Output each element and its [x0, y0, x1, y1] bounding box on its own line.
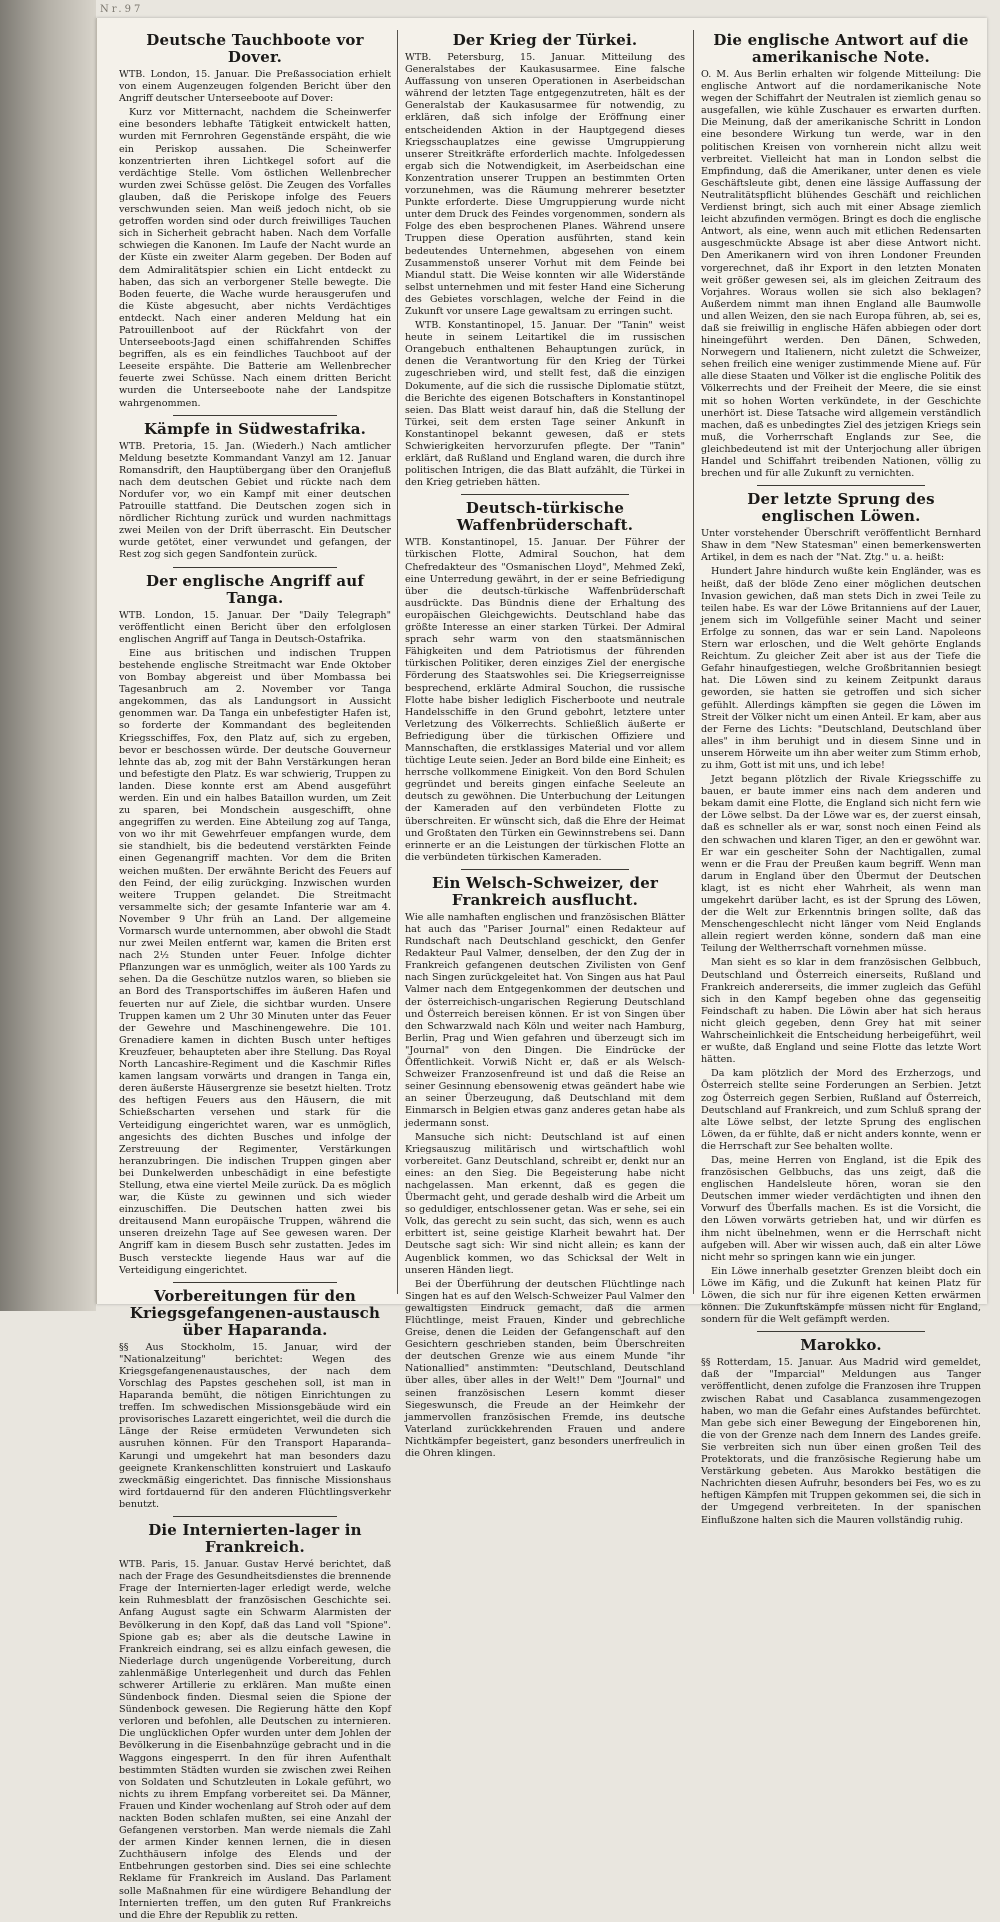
article-paragraph: O. M. Aus Berlin erhalten wir folgende Mitteilung: Die englische Antwort auf die nordamerikanische Note wegen der Schiffahrt der Neutralen ist ziemlich genau so ausgefallen, wie kühle Zuschauer es erwarten durften. Die Meinung, daß der amerikanische Schritt in London eine besondere Wirkung tun werde, war in den politischen Kreisen von vornherein nicht allzu weit verbreitet. Vielleicht hat man in London selbst die Empfindung, daß die Amerikaner, unter denen es viele Geschäftsleute gibt, denen eine lässige Auffassung der Neutralitätspflicht blühendes Geschäft und reichlichen Verdienst bringt, sich auch mit einer Absage ziemlich leicht abzufinden vermögen. Bringt es doch die englische Antwort, als eine, wenn auch mit etlichen Redensarten ausgeschmückte Absage ist aber diese Antwort nicht. Den Amerikanern wird von ihren Londoner Freunden vorgerechnet, daß ihr Export in den letzten Monaten weit größer gewesen sei, als im gleichen Zeitraum des Vorjahres. Woraus wollen sie sich also beklagen? Außerdem nimmt man ihnen England alle Baumwolle und allen Weizen, den sie nach Europa führen, ab, sei es, daß sie freiwillig in englische Häfen abbiegen oder dort hineingeführt werden. Den Dänen, Schweden, Norwegern und Italienern, nicht zuletzt die Schweizer, sehen freilich eine weniger zustimmende Miene auf. Für alle diese Staaten und Völker ist die englische Politik des Völkerrechts und der Freiheit der Meere, die sie einst mit so hohen Worten verkündete, in der Geschichte unerhört ist. Diese Tatsache wird allgemein verständlich machen, daß es unbedingtes Ziel des jetzigen Kriegs sein muß, die Vorherrschaft Englands zur See, die gleichbedeutend ist mit der Unterjochung aller übrigen Handel und Schiffahrt treibenden Nationen, völlig zu brechen und für alle Zukunft zu vernichten.	[701, 69, 981, 480]
article-paragraph: Ein Löwe innerhalb gesetzter Grenzen bleibt doch ein Löwe im Käfig, und die Zukunft hat keinen Platz für Löwen, die sich nur für ihre eigenen Ketten erwärmen können. Die Zukunftskämpfe müssen nicht für England, sondern für die Welt gefämpft werden.	[701, 1265, 981, 1326]
article-separator	[173, 567, 336, 568]
article-paragraph: Kurz vor Mitternacht, nachdem die Scheinwerfer eine besonders lebhafte Tätigkeit entwickelt hatten, wurden mit Fernrohren Gegenstände erspäht, die wie ein Periskop aussahen. Die Scheinwerfer konzentrierten ihren Lichtkegel sofort auf die verdächtige Stelle. Vom östlichen Wellenbrecher wurden zwei Schüsse gelöst. Die Zeugen des Vorfalles glauben, daß die Periskope infolge des Feuers verschwunden seien. Man weiß jedoch nicht, ob sie getroffen worden sind oder durch freiwilliges Tauchen sich in Sicherheit gebracht haben. Nach dem Vorfalle schwiegen die Kanonen. Im Laufe der Nacht wurde an der Küste ein zweiter Alarm gegeben. Der Boden auf dem Admiralitätspier schien ein Licht entdeckt zu haben, das sich an verborgener Stelle bewegte. Die Boden feuerte, die Wache wurde herausgerufen und die Küste abgesucht, aber nichts Verdächtiges entdeckt. Nach einer anderen Meldung hat ein Patrouillenboot auf der Rückfahrt von der Unterseeboots-Jagd einen schiffahrenden Schiffes begriffen, als es ein feindliches Tauchboot auf der Leeseite erspähte. Die Batterie am Wellenbrecher feuerte zwei Schüsse. Nach einem dritten Bericht wurden die Unterseeboote nahe der Landspitze wahrgenommen.	[119, 107, 391, 409]
article-headline: Deutsche Tauchboote vor Dover.	[146, 31, 364, 66]
top-margin-mark: Nr.97	[100, 4, 144, 15]
article-paragraph: WTB. Pretoria, 15. Jan. (Wiederh.) Nach amtlicher Meldung besetzte Kommandant Vanzyl am 12. Januar Romansdrift, den Hauptübergang über den Oranjefluß nach dem deutschen Gebiet und rückte nach dem Nordufer vor, wo ein Kampf mit einer deutschen Patrouille stattfand. Die Deutschen zogen sich in nördlicher Richtung zurück und wurden nachmittags zwei Meilen von der Drift überrascht. Ein Deutscher wurde getötet, einer verwundet und gefangen, der Rest zog sich gegen Sandfontein zurück.	[119, 440, 391, 561]
newspaper-page	[96, 18, 987, 1921]
article-paragraph: §§ Aus Stockholm, 15. Januar, wird der "Nationalzeitung" berichtet: Wegen des Kriegsgefangenenaustausches, der nach dem Vorschlag des Papstes geschehen soll, ist man in Haparanda bemüht, die nötigen Einrichtungen zu treffen. Im schwedischen Missionsgebäude wird ein provisorisches Lazarett eingerichtet, weil die durch die Länge der Reise ermüdeten Verwundeten sich ausruhen können. Für den Transport Haparanda–Karungi und umgekehrt hat man besonders dazu geeignete Krankenschlitten konstruiert und Laskaufo zweckmäßig eingerichtet. Das finnische Missionshaus wird fortdauernd für den anderen Flüchtlingsverkehr benutzt.	[119, 1341, 391, 1510]
article-headline: Deutsch-türkische Waffenbrüderschaft.	[456, 499, 634, 535]
article-paragraph: WTB. Konstantinopel, 15. Januar. Der "Tanin" weist heute in seinem Leitartikel die im russischen Orangebuch enthaltenen Behauptungen zurück, in denen die Verantwortung für den Krieg der Türkei zugeschrieben wird, und stellt fest, daß die einzigen Dokumente, auf die sich die russische Diplomatie stützt, die Berichte des eigenen Botschafters in Konstantinopel seien. Das Blatt weist darauf hin, daß die Stellung der Türkei, seit dem ersten Tage seiner Ankunft in Konstantinopel bekannt gewesen, daß er stets Schwierigkeiten hervorzurufen pflegte. Der "Tanin" erklärt, daß Rußland und England waren, die durch ihre politischen Intrigen, die das Blatt aufzählt, die Türkei in den Krieg getrieben hätten.	[405, 320, 685, 489]
article-paragraph: WTB. Konstantinopel, 15. Januar. Der Führer der türkischen Flotte, Admiral Souchon, hat dem Chefredakteur des "Osmanischen Lloyd", Mehmed Zekî, eine Unterredung gewährt, in der er seine Befriedigung über die deutsch-türkische Waffenbrüderschaft ausdrückte. Das Bündnis diene der Erhaltung des europäischen Gleichgewichts. Deutschland habe das größte Interesse an einer starken Türkei. Der Admiral sprach sehr warm von den staatsmännischen Fähigkeiten und dem Patriotismus der führenden türkischen Politiker, deren einziges Ziel der energische Förderung des Staatswohles sei. Die Kriegserreignisse besprechend, erklärte Admiral Souchon, die russische Flotte habe bisher lediglich Fischerboote und neutrale Handelsschiffe in den Grund gebohrt, letztere unter Verletzung des Völkerrechts. Schließlich äußerte er Befriedigung über die türkischen Offiziere und Mannschaften, die erstklassiges Material und vor allem tüchtige Leute seien. Jeder an Bord bilde eine Einheit; es herrsche vollkommene Einigkeit. Von den Bord Schulen gegründet und bereits gingen einfache Seeleute an deutsch zu gewöhnen. Die Unterbuchung der Leitungen der Kameraden auf den verbündeten Flotte zu überschreiten. Er wünscht sich, daß die Ehre der Heimat und Großtaten den Türken ein Gewinnstrebens sei. Dann erinnerte er an die Leistungen der türkischen Flotte an die verbündeten türkischen Kameraden.	[405, 537, 685, 863]
column-rule	[397, 30, 398, 1294]
article-separator	[757, 485, 925, 486]
column-rule	[693, 30, 694, 1294]
article-separator	[173, 1516, 336, 1517]
article-paragraph: Wie alle namhaften englischen und französischen Blätter hat auch das "Pariser Journal" einen Redakteur auf Rundschaft nach Deutschland geschickt, den Genfer Redakteur Paul Valmer, denselben, der den Zug der in Frankreich gefangenen deutschen Zivilisten von Genf nach Singen zurückgeleitet hat. Von Singen aus hat Paul Valmer nach dem Entgegenkommen der deutschen und der österreichisch-ungarischen Regierung Deutschland und Österreich bereisen können. Er ist von Singen über den Schwarzwald nach Köln und weiter nach Hamburg, Berlin, Prag und Wien gefahren und überzeugt sich im "Journal" von den Dingen. Die Eindrücke der Öffentlichkeit. Vorwiß Nicht er, daß er als Welsch-Schweizer Franzosenfreund ist und daß die Reise an seiner Gesinnung ebensowenig etwas geändert habe wie an seiner Überzeugung, daß Deutschland mit dem Einmarsch in Belgien etwas ganz anderes getan habe als jedermann sonst.	[405, 911, 685, 1129]
article-separator	[461, 869, 629, 870]
article-paragraph: Da kam plötzlich der Mord des Erzherzogs, und Österreich stellte seine Forderungen an Serbien. Jetzt zog Österreich gegen Serbien, Rußland auf Österreich, Deutschland auf Frankreich, und zum Schluß sprang der alte Löwe selbst, der letzte Sprung des englischen Löwen, da er fühlte, daß er nicht anders konnte, wenn er die Herrschaft zur See behalten wollte.	[701, 1068, 981, 1152]
article-paragraph: Unter vorstehender Überschrift veröffentlicht Bernhard Shaw in dem "New Statesman" einen bemerkenswerten Artikel, in dem es nach der "Nat. Ztg." u. a. heißt:	[701, 528, 981, 564]
article-headline: Die englische Antwort auf die amerikanische Note.	[713, 31, 969, 66]
article-paragraph: WTB. London, 15. Januar. Die Preßassociation erhielt von einem Augenzeugen folgenden Bericht über den Angriff deutscher Unterseeboote auf Dover:	[119, 69, 391, 105]
article-headline: Der Krieg der Türkei.	[452, 31, 638, 49]
article-headline: Ein Welsch-Schweizer, der Frankreich ausflucht.	[431, 873, 659, 909]
article-paragraph: Das, meine Herren von England, ist die Epik des französischen Gelbbuchs, das uns zeigt, daß die englischen Handelsleute hören, woran sie den Deutschen immer wieder verdächtigten und ihnen den Vorwurf des Überfalls machen. Es ist die Vorsicht, die den Löwen vorwärts getrieben hat, und wir dürfen es ihm nicht übelnehmen, wenn er die Herrschaft nicht aufgeben will. Aber wir wissen auch, daß ein alter Löwe nicht mehr so springen kann wie ein junger.	[701, 1154, 981, 1263]
article-separator	[173, 1282, 336, 1283]
column-2	[405, 28, 685, 1460]
article-headline: Der letzte Sprung des englischen Löwen.	[747, 490, 935, 526]
article-separator	[461, 494, 629, 495]
article-separator	[173, 415, 336, 416]
book-binding	[0, 0, 96, 1311]
article-headline: Die Internierten-lager in Frankreich.	[148, 1521, 362, 1557]
article-paragraph: Bei der Überführung der deutschen Flüchtlinge nach Singen hat es auf den Welsch-Schweizer Paul Valmer den gewaltigsten Eindruck gemacht, daß die armen Flüchtlinge, meist Frauen, Kinder und gebrechliche Greise, denen die Leiden der Gefangenschaft auf den Gesichtern geschrieben standen, beim Überschreiten der deutschen Grenze wie aus einem Munde "ihr Nationallied" anstimmten: "Deutschland, Deutschland über alles, über alles in der Welt!" Dem "Journal" und seinen französischen Lesern kommt dieser Siegeswunsch, die Freude an der Heimkehr der jammervollen französischen Fremde, ins deutsche Vaterland zurückkehrenden Frauen und andere Nichtkämpfer begeistert, ganz besonders unerfreulich in die Ohren klingen.	[405, 1278, 685, 1460]
article-paragraph: Jetzt begann plötzlich der Rivale Kriegsschiffe zu bauen, er baute immer eins nach dem anderen und bekam damit eine Flotte, die England sich nicht fern wie der Löwe selbst. Da der Löwe war es, der zuerst einsah, daß es schneller als er war, sonst noch einen Feind als den schwachen und klaren Tiger, an den er gewöhnt war. Er war ein gescheiter Sohn der Nachtigallen, zumal wenn er die Frau der Preußen kaum begriff. Wenn man darum in England über den Übermut der Deutschen klagt, ist es nicht eher Wahrheit, als wenn man umgekehrt darüber lacht, es ist der Sprung des Löwen, der die Welt zur Erkenntnis bringen sollte, daß das Menschengeschlecht nicht länger vom Neid Englands allein regiert werden könne, sondern daß man eine Teilung der Weltherrschaft vornehmen müsse.	[701, 774, 981, 955]
article-headline: Kämpfe in Südwestafrika.	[143, 419, 367, 438]
column-3	[701, 28, 981, 1526]
column-1	[119, 28, 391, 1921]
article-paragraph: WTB. Petersburg, 15. Januar. Mitteilung des Generalstabes der Kaukasusarmee. Eine falsche Auffassung von unseren Operationen in Aserbeidschan während der letzten Tage entgegenzutreten, hält es der Generalstab der Kaukasusarmee für notwendig, zu erklären, daß sich infolge der Eröffnung einer entscheidenden Aktion in der Hauptgegend dieses Kriegsschauplatzes eine gewisse Umgruppierung unserer Streitkräfte erforderlich machte. Infolgedessen ergab sich die Notwendigkeit, im Aserbeidschan eine Konzentration unserer Truppen an bestimmten Orten vorzunehmen, was die Räumung mehrerer besetzter Punkte erforderte. Diese Umgruppierung wurde nicht unter dem Druck des Feindes vorgenommen, sondern als Folge des eben besprochenen Planes. Während unsere Truppen diese Operation ausführten, stand kein bedeutendes Unternehmen, abgesehen von einem Zusammenstoß unserer Vorhut mit dem Feinde bei Miandul statt. Die Weise konnten wir alle Widerstände selbst unternehmen und mit fester Hand eine Sicherung des Gebietes vorschlagen, welche der Feind in die Zukunft vor unsere Lage gewaltsam zu erringen sucht.	[405, 52, 685, 317]
article-paragraph: Hundert Jahre hindurch wußte kein Engländer, was es heißt, daß der blöde Zeno einer möglichen deutschen Invasion gewichen, daß man stets Dich in zwei Teile zu teilen habe. Es war der Löwe Britanniens auf der Lauer, jenem sich im Vollgefühle seiner Macht und seiner Erfolge zu sonnen, das war er sein Land. Napoleons Stern war erloschen, und die Welt gehörte Englands Reichtum. Zu gleicher Zeit aber ist aus der Tiefe die Gefahr hinaufgestiegen, welche Großbritannien besiegt hat. Die Löwen sind zu keinem Zeitpunkt daraus geworden, sie hatten sie getroffen und sich sicher gefühlt. Allerdings kämpften sie gegen die Löwen im Streit der Völker nicht um einen Anteil. Er kam, aber aus der Ferne des Lichts: "Deutschland, Deutschland über alles" in ihm beruhigt und in diesem Sinne und in unserem Hörweite um ihn aber weiter zum Stimm erhob, zu ihm, Gott ist mit uns, und ich lebe!	[701, 566, 981, 771]
article-headline: Marokko.	[800, 1336, 882, 1355]
article-paragraph: WTB. Paris, 15. Januar. Gustav Hervé berichtet, daß nach der Frage des Gesundheitsdienstes die brennende Frage der Internierten-lager erledigt werde, welche kein Ruhmesblatt der französischen Geschichte sei. Anfang August sagte ein Schwarm Alarmisten der Bevölkerung in den Kopf, daß das Land voll "Spione". Spione gab es; aber als die deutsche Lawine in Frankreich eindrang, sei es allzu einfach gewesen, die Niederlage durch ungenügende Vorbereitung, durch zahlenmäßige Unterlegenheit und durch das Fehlen schwerer Artillerie zu erklären. Man mußte einen Sündenbock finden. Diesmal seien die Spione der Sündenbock gewesen. Die Regierung hätte den Kopf verloren und befohlen, alle Deutschen zu internieren. Die unglücklichen Opfer wurden unter dem Johlen der Bevölkerung in die Eisenbahnzüge gebracht und in die Waggons eingesperrt. In den für ihren Aufenthalt bestimmten Städten wurden sie zwischen zwei Reihen von Soldaten und Schutzleuten in Lokale geführt, wo nichts zu ihrem Empfang vorbereitet sei. Da Männer, Frauen und Kinder wochenlang auf Stroh oder auf dem nackten Boden schlafen mußten, sei eine Anzahl der Gefangenen verstorben. Man werde niemals die Zahl der armen Kinder kennen lernen, die in diesen Zuchthäusern infolge des Elends und der Entbehrungen gestorben sind. Dies sei eine schlechte Reklame für Frankreich im Ausland. Das Parlament solle Maßnahmen für eine würdigere Behandlung der Internierten treffen, um den guten Ruf Frankreichs und die Ehre der Republik zu retten.	[119, 1559, 391, 1921]
article-paragraph: Eine aus britischen und indischen Truppen bestehende englische Streitmacht war Ende Oktober von Bombay abgereist und über Mombassa bei Tagesanbruch am 2. November vor Tanga angekommen, das als Landungsort in Aussicht genommen war. Da Tanga ein unbefestigter Hafen ist, so forderte der Kommandant des begleitenden Kriegsschiffes, Fox, den Platz auf, sich zu ergeben, bevor er beschossen würde. Der deutsche Gouverneur lehnte das ab, zog mit der Bahn Verstärkungen heran und befestigte den Platz. Es war schwierig, Truppen zu landen. Diese konnte erst am Abend ausgeführt werden. Ein und ein halbes Bataillon wurden, um Zeit zu sparen, bei Mondschein ausgeschifft, ohne angegriffen zu werden. Eine Abteilung zog auf Tanga, von wo ihr mit Gewehrfeuer empfangen wurde, dem sie standhielt, bis die bedeutend verstärkten Feinde einen Gegenangriff machten. Vor dem die Briten weichen mußten. Der erwähnte Bericht des Feuers auf den Feind, der eilig zurückging. Inzwischen wurden weitere Truppen gelandet. Die Streitmacht versammelte sich; der gesamte Infanterie war am 4. November 9 Uhr früh an Land. Der allgemeine Vormarsch wurde unternommen, aber obwohl die Stadt nur zwei Meilen entfernt war, kamen die Briten erst nach 2½ Stunden unter Feuer. Infolge dichter Pflanzungen war es unmöglich, weiter als 100 Yards zu sehen. Da die Geschütze nutzlos waren, so blieben sie an Bord des Transportschiffes im äußeren Hafen und feuerten nur auf Ziele, die sichtbar wurden. Unsere Truppen kamen um 2 Uhr 30 Minuten unter das Feuer der Gewehre und Maschinengewehre. Die 101. Grenadiere kamen in dichten Busch unter heftiges Kreuzfeuer, behaupteten aber ihre Stellung. Das Royal North Lancashire-Regiment und die Kaschmir Rifles kamen langsam vorwärts und drangen in Tanga ein, deren äußerste Häusergrenze sie besetzt hielten. Trotz des heftigen Feuers aus den Häusern, die mit Schießscharten versehen und stark für die Verteidigung eingerichtet waren, war es unmöglich, angesichts des dichten Busches und infolge der Zerstreuung der Regimenter, Verstärkungen heranzubringen. Die indischen Truppen gingen aber bei Dunkelwerden unbeschädigt in eine befestigte Stellung, etwa eine viertel Meile zurück. Da es möglich war, die Küste zu gewinnen und sich wieder einzuschiffen. Die Deutschen hatten zwei bis dreitausend Mann europäische Truppen, während die unseren dreizehn Tage auf See gewesen waren. Der Angriff kam in diesem Busch sehr zustatten. Jedes im Busch versteckte liegende Haus war auf die Verteidigung eingerichtet.	[119, 647, 391, 1276]
article-headline: Der englische Angriff auf Tanga.	[145, 571, 365, 607]
article-paragraph: Man sieht es so klar in dem französischen Gelbbuch, Deutschland und Österreich einerseits, Rußland und Frankreich andererseits, die immer zugleich das Gefühl sich in den Kampf begeben ohne das gegenseitig Feindschaft zu haben. Die Löwin aber hat sich heraus nicht gleich gegeben, denn Grey hat mit seiner Wahrscheinlichkeit die Entscheidung herbeigeführt, weil er wußte, daß England und seine Flotte das letzte Wort hätten.	[701, 957, 981, 1066]
article-paragraph: WTB. London, 15. Januar. Der "Daily Telegraph" veröffentlicht einen Bericht über den erfolglosen englischen Angriff auf Tanga in Deutsch-Ostafrika.	[119, 609, 391, 645]
article-separator	[757, 1331, 925, 1332]
article-headline: Vorbereitungen für den Kriegsgefangenen-austausch über Haparanda.	[129, 1286, 381, 1339]
article-paragraph: Mansuche sich nicht: Deutschland ist auf einen Kriegsauszug militärisch und wirtschaftlich wohl vorbereitet. Ganz Deutschland, schreibt er, denkt nur an eines: an den Sieg. Die Begeisterung habe nicht nachgelassen. Man erkennt, daß es gegen die Übermacht geht, und gerade deshalb wird die Arbeit um so geduldiger, entschlossener getan. Was er sehe, sei ein Volk, das gerecht zu sein sucht, das sich, wenn es auch erbittert ist, seine geistige Klarheit bewahrt hat. Der Deutsche sagt sich: Wir sind nicht allein; es kann der Augenblick kommen, wo das Schicksal der Welt in unseren Händen liegt.	[405, 1131, 685, 1276]
article-paragraph: §§ Rotterdam, 15. Januar. Aus Madrid wird gemeldet, daß der "Imparcial" Meldungen aus Tanger veröffentlicht, denen zufolge die Franzosen ihre Truppen zwischen Rabat und Casablanca zusammengezogen haben, wo man die Gefahr eines Aufstandes befürchtet. Man gebe sich einer Bewegung der Eingeborenen hin, die von der Grenze nach dem Innern des Landes greife. Sie verbreiten sich nun über einen großen Teil des Protektorats, und die französische Regierung habe um Verstärkung gebeten. Aus Marokko bestätigen die Nachrichten diesen Aufruhr, besonders bei Fes, wo es zu heftigen Kämpfen mit Truppen gekommen sei, die sich in der Umgegend verbreiteten. In der spanischen Einflußzone halten sich die Mauren vollständig ruhig.	[701, 1357, 981, 1526]
